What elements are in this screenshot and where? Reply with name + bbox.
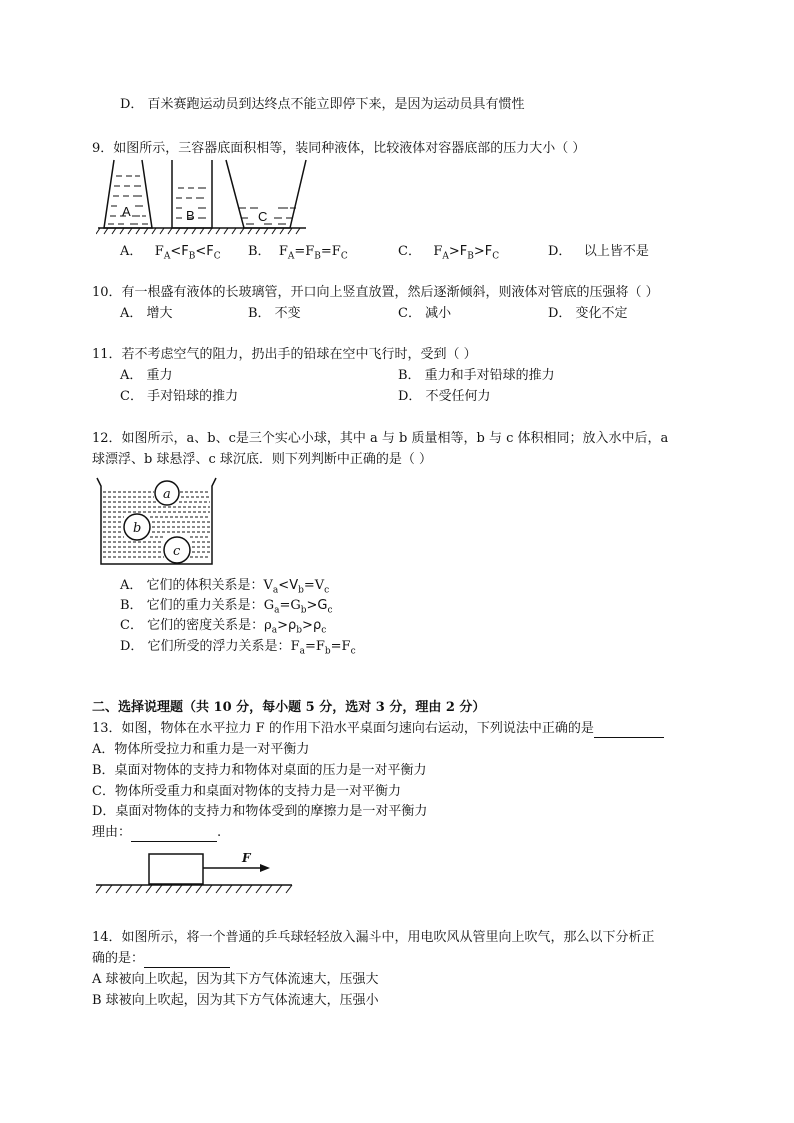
q13-option-c: C．物体所受重力和桌面对物体的支持力是一对平衡力: [92, 784, 401, 799]
force-label: F: [242, 851, 251, 865]
q11-option-b: B． 重力和手对铅球的推力: [398, 368, 555, 383]
q13-option-b: B．桌面对物体的支持力和物体对桌面的压力是一对平衡力: [92, 763, 427, 778]
ball-a-label: a: [163, 487, 171, 502]
q12-stem-line2: 球漂浮、b 球悬浮、c 球沉底．则下列判断中正确的是（ ）: [92, 452, 432, 467]
container-c-label: C: [258, 209, 268, 224]
q8-option-d: D． 百米赛跑运动员到达终点不能立即停下来，是因为运动员具有惯性: [120, 97, 525, 112]
q9-containers-figure: [96, 158, 308, 238]
container-b-label: B: [186, 208, 195, 223]
q10-option-d: D． 变化不定: [548, 306, 628, 321]
q9-option-c: C． $F_A>F_B>F_C$: [398, 244, 500, 262]
q11-option-d: D． 不受任何力: [398, 389, 491, 404]
q10-stem: 10．有一根盛有液体的长玻璃管，开口向上竖直放置，然后逐渐倾斜，则液体对管底的压强将（ ）: [92, 285, 659, 300]
q10-option-a: A． 增大: [120, 306, 173, 321]
q12-option-b: B． 它们的重力关系是：$G_a=G_b>G_c$: [120, 598, 333, 616]
q14-option-b: B 球被向上吹起，因为其下方气体流速大，压强小: [92, 993, 379, 1008]
q11-option-c: C． 手对铅球的推力: [120, 389, 239, 404]
q12-option-a: A． 它们的体积关系是：$V_a<V_b=V_c$: [120, 578, 330, 596]
q14-stem-line1: 14．如图所示，将一个普通的乒乓球轻轻放入漏斗中，用电吹风从管里向上吹气，那么以下分析正: [92, 930, 655, 945]
q9-option-a: A． $F_A<F_B<F_C$: [120, 244, 221, 262]
q11-stem: 11．若不考虑空气的阻力，扔出手的铅球在空中飞行时，受到（ ）: [92, 347, 477, 362]
q13-reason: 理由： .: [92, 825, 222, 840]
q13-option-d: D．桌面对物体的支持力和物体受到的摩擦力是一对平衡力: [92, 804, 428, 819]
block: [149, 854, 203, 884]
q10-option-c: C． 减小: [398, 306, 452, 321]
q14-stem-line2: 确的是：: [92, 950, 230, 968]
q13-block-figure: [94, 848, 294, 896]
container-a-label: A: [122, 204, 131, 219]
q13-answer-blank: [594, 723, 664, 738]
q13-option-a: A．物体所受拉力和重力是一对平衡力: [92, 742, 310, 757]
q13-reason-blank: [131, 827, 217, 842]
q9-option-d: D． 以上皆不是: [548, 244, 649, 259]
q12-balls-figure: [94, 476, 220, 570]
q12-stem-line1: 12．如图所示，a、b、c是三个实心小球，其中 a 与 b 质量相等，b 与 c 体积相同；放入水中后，a: [92, 431, 669, 446]
q10-option-b: B． 不变: [248, 306, 301, 321]
ball-c-label: c: [173, 544, 181, 559]
ball-b-label: b: [133, 521, 142, 536]
q14-option-a: A 球被向上吹起，因为其下方气体流速大，压强大: [92, 972, 379, 987]
q11-option-a: A． 重力: [120, 368, 173, 383]
q14-answer-blank: [144, 953, 230, 968]
section2-heading: 二、选择说理题（共 10 分，每小题 5 分，选对 3 分，理由 2 分）: [92, 700, 486, 715]
q9-stem: 9．如图所示，三容器底面积相等，装同种液体，比较液体对容器底部的压力大小（ ）: [92, 141, 586, 156]
q13-stem: 13．如图，物体在水平拉力 F 的作用下沿水平桌面匀速向右运动，下列说法中正确的是: [92, 720, 664, 738]
q9-option-b: B． $F_A=F_B=F_C$: [248, 244, 348, 262]
q12-option-d: D． 它们所受的浮力关系是：$F_a=F_b=F_c$: [120, 639, 356, 657]
q12-option-c: C． 它们的密度关系是：$\rho_a>\rho_b>\rho_c$: [120, 618, 327, 636]
